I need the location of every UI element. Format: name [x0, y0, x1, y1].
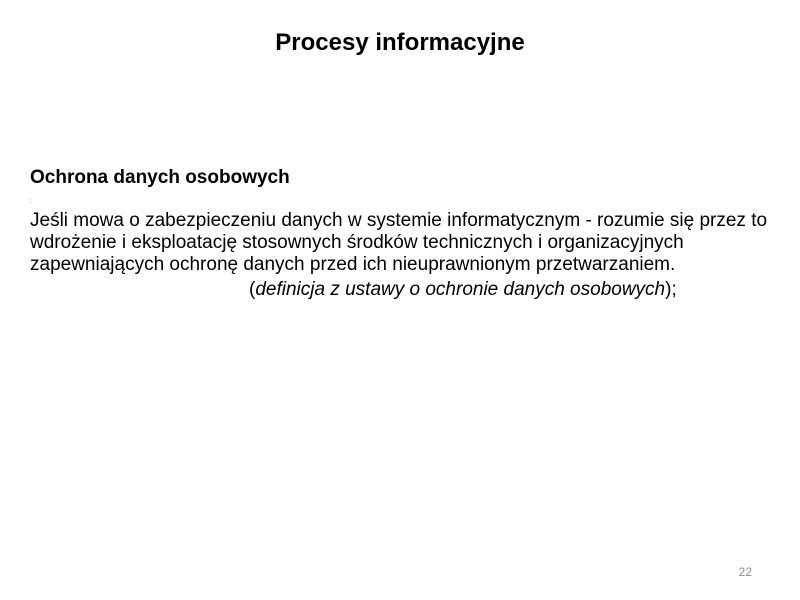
section-heading: Ochrona danych osobowych — [30, 167, 290, 188]
definition-paragraph: Jeśli mowa o zabezpieczeniu danych w systemie informatycznym - rozumie się przez to wdrożenie i eksploatację stosownych środków technicznych i organizacyjnych zapewniających ochronę danych przed ich nieuprawnionym przetwarzaniem. — [30, 210, 768, 275]
citation-close: ); — [665, 279, 677, 300]
page-number: 22 — [738, 565, 752, 579]
bullet-marker: : — [30, 199, 32, 205]
citation — [30, 279, 775, 301]
citation-text: definicja z ustawy o ochronie danych osobowych — [255, 279, 666, 300]
slide-title: Procesy informacyjne — [275, 29, 525, 56]
citation-open: ( — [249, 279, 256, 300]
slide-content — [30, 166, 775, 301]
